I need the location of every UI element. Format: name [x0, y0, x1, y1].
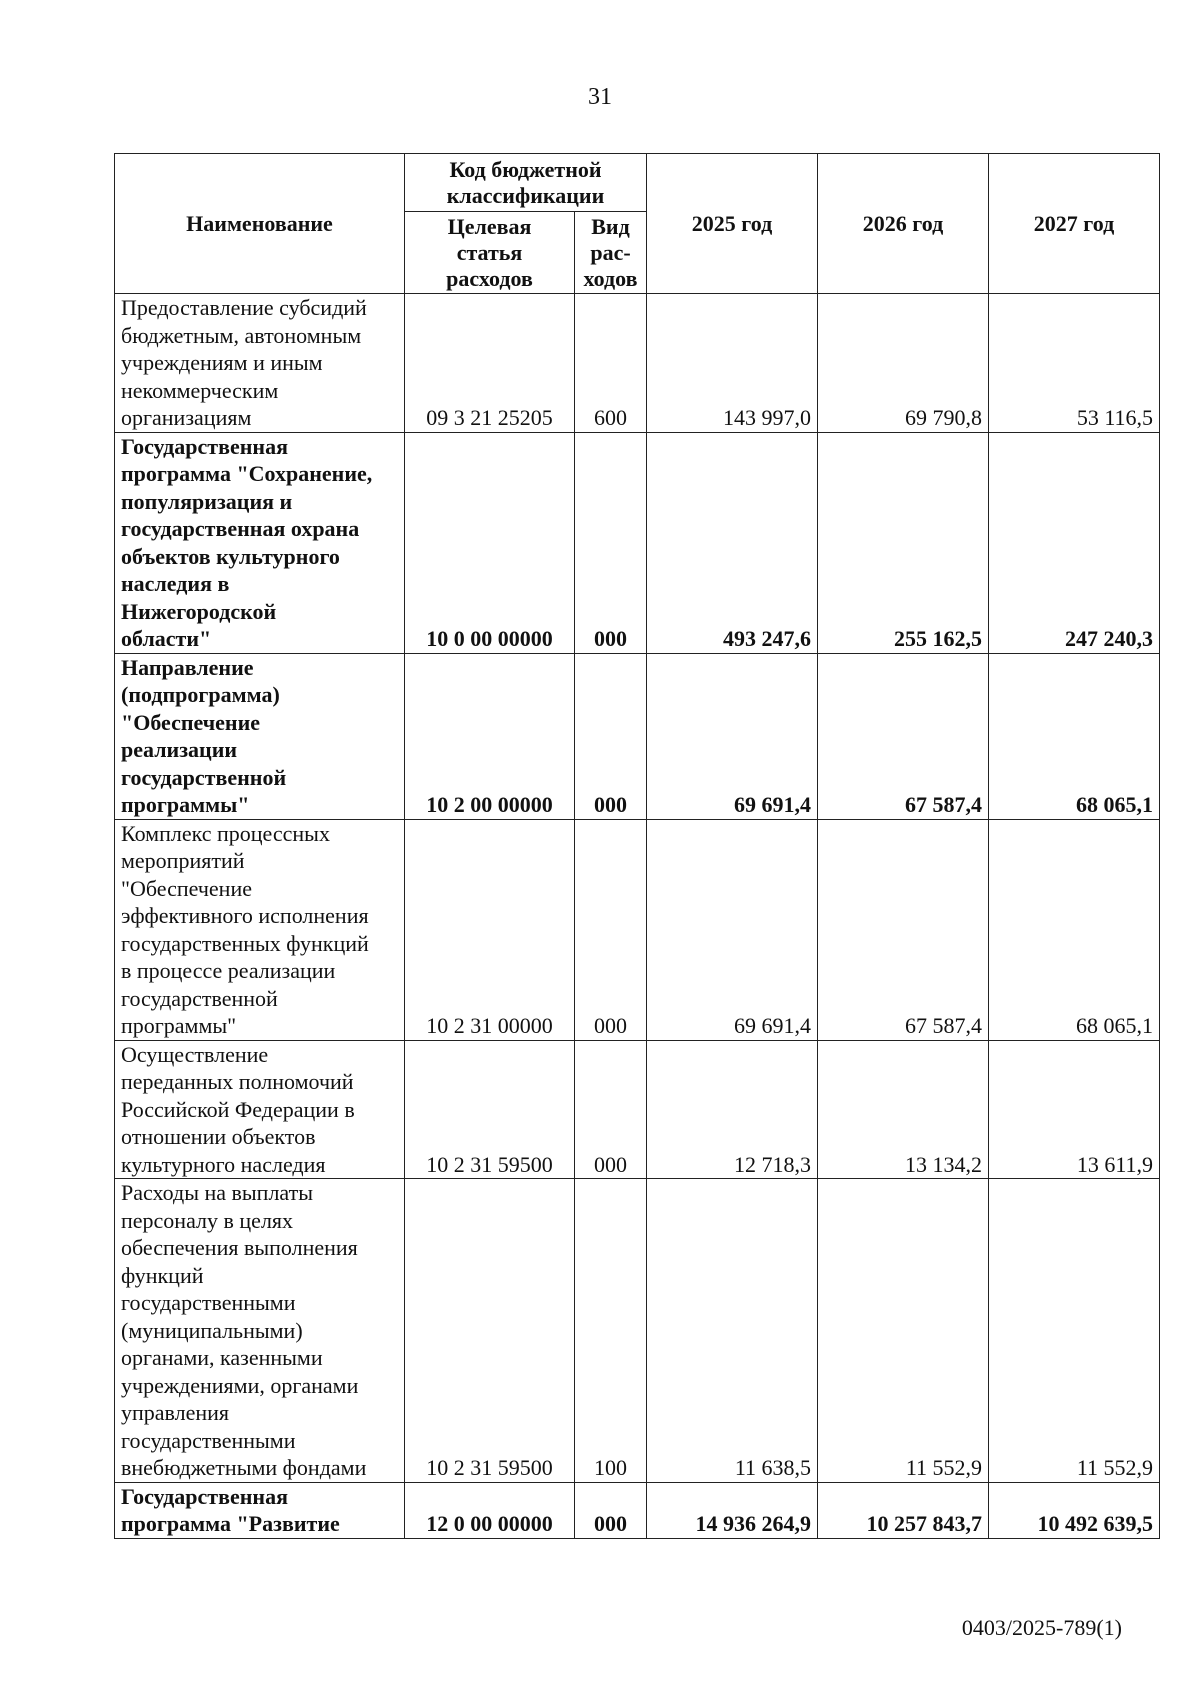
header-target-article: Целевая статья расходов [405, 212, 575, 294]
table-row [115, 1040, 1160, 1179]
row-name: Государственная программа "Сохранение, популяризация и государственная охрана объектов культурного наследия в Нижегородской области" [115, 432, 405, 653]
row-code: 10 2 31 00000 [405, 819, 575, 1040]
row-vid: 000 [575, 1482, 647, 1538]
row-2025: 143 997,0 [647, 294, 818, 433]
row-2026: 10 257 843,7 [818, 1482, 989, 1538]
row-code: 09 3 21 25205 [405, 294, 575, 433]
row-2027: 247 240,3 [989, 432, 1160, 653]
table-row [115, 294, 1160, 433]
row-2027: 68 065,1 [989, 819, 1160, 1040]
row-code: 10 2 00 00000 [405, 653, 575, 819]
row-name: Государственная программа "Развитие [115, 1482, 405, 1538]
header-code-group: Код бюджетной классификации [405, 154, 647, 212]
row-2027: 10 492 639,5 [989, 1482, 1160, 1538]
row-name: Комплекс процессных мероприятий "Обеспечение эффективного исполнения государственных функций в процессе реализации государственной программы" [115, 819, 405, 1040]
header-2027: 2027 год [989, 154, 1160, 294]
row-2025: 69 691,4 [647, 653, 818, 819]
row-2026: 11 552,9 [818, 1179, 989, 1483]
row-code: 10 2 31 59500 [405, 1040, 575, 1179]
table-row [115, 1482, 1160, 1538]
row-2026: 67 587,4 [818, 653, 989, 819]
page-number: 31 [588, 84, 612, 110]
table-row [115, 653, 1160, 819]
row-2027: 53 116,5 [989, 294, 1160, 433]
row-2027: 11 552,9 [989, 1179, 1160, 1483]
document-code: 0403/2025-789(1) [961, 1615, 1122, 1640]
row-2027: 68 065,1 [989, 653, 1160, 819]
row-name: Предоставление субсидий бюджетным, автономным учреждениям и иным некоммерческим организациям [115, 294, 405, 433]
header-expense-type: Вид рас- ходов [575, 212, 647, 294]
row-2025: 69 691,4 [647, 819, 818, 1040]
row-code: 12 0 00 00000 [405, 1482, 575, 1538]
table-row [115, 432, 1160, 653]
row-2025: 12 718,3 [647, 1040, 818, 1179]
header-2026: 2026 год [818, 154, 989, 294]
row-name: Осуществление переданных полномочий Российской Федерации в отношении объектов культурного наследия [115, 1040, 405, 1179]
row-name: Расходы на выплаты персоналу в целях обеспечения выполнения функций государственными (муниципальными) органами, казенными учреждениями, органами управления государственными внебюджетными фондами [115, 1179, 405, 1483]
row-vid: 000 [575, 1040, 647, 1179]
budget-table [114, 153, 1160, 1539]
header-name: Наименование [115, 154, 405, 294]
row-code: 10 2 31 59500 [405, 1179, 575, 1483]
row-2026: 255 162,5 [818, 432, 989, 653]
row-2025: 11 638,5 [647, 1179, 818, 1483]
row-vid: 000 [575, 432, 647, 653]
row-name: Направление (подпрограмма) "Обеспечение реализации государственной программы" [115, 653, 405, 819]
row-2026: 69 790,8 [818, 294, 989, 433]
row-2027: 13 611,9 [989, 1040, 1160, 1179]
table-row [115, 1179, 1160, 1483]
row-2026: 13 134,2 [818, 1040, 989, 1179]
row-2026: 67 587,4 [818, 819, 989, 1040]
row-vid: 100 [575, 1179, 647, 1483]
table-row [115, 819, 1160, 1040]
row-2025: 493 247,6 [647, 432, 818, 653]
row-code: 10 0 00 00000 [405, 432, 575, 653]
row-vid: 000 [575, 819, 647, 1040]
row-vid: 600 [575, 294, 647, 433]
row-vid: 000 [575, 653, 647, 819]
row-2025: 14 936 264,9 [647, 1482, 818, 1538]
header-2025: 2025 год [647, 154, 818, 294]
